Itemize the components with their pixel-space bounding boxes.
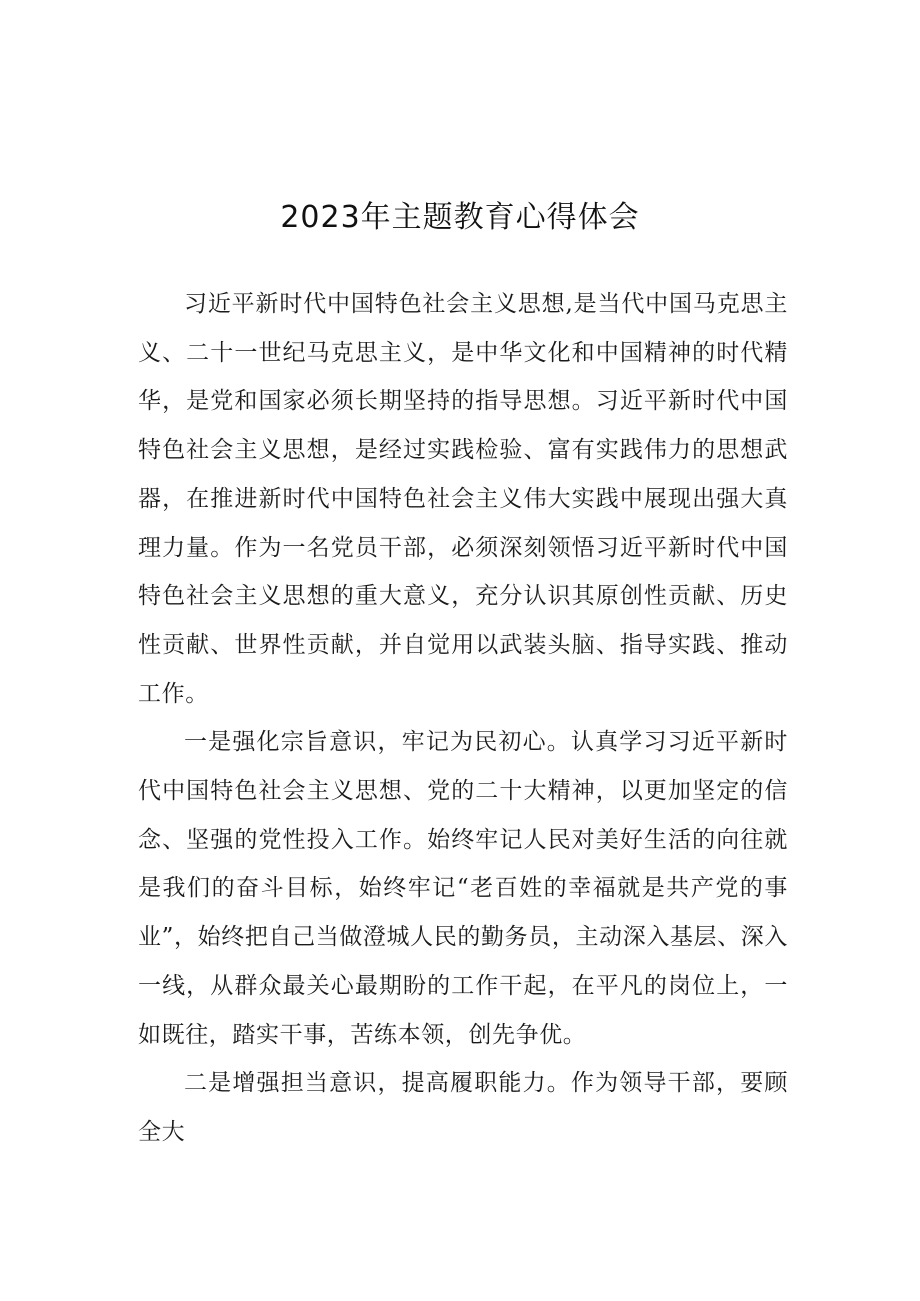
document-body (138, 280, 788, 1157)
paragraph: 一是强化宗旨意识，牢记为民初心。认真学习习近平新时代中国特色社会主义思想、党的二十大精神，以更加坚定的信念、坚强的党性投入工作。始终牢记人民对美好生活的向往就是我们的奋斗目标，始终牢记“老百姓的幸福就是共产党的事业”，始终把自己当做澄城人民的勤务员，主动深入基层、深入一线，从群众最关心最期盼的工作干起，在平凡的岗位上，一如既往，踏实干事，苦练本领，创先争优。 (138, 729, 788, 1048)
paragraph: 习近平新时代中国特色社会主义思想,是当代中国马克思主义、二十一世纪马克思主义，是中华文化和中国精神的时代精华，是党和国家必须长期坚持的指导思想。习近平新时代中国特色社会主义思想，是经过实践检验、富有实践伟力的思想武器，在推进新时代中国特色社会主义伟大实践中展现出强大真理力量。作为一名党员干部，必须深刻领悟习近平新时代中国特色社会主义思想的重大意义，充分认识其原创性贡献、历史性贡献、世界性贡献，并自觉用以武装头脑、指导实践、推动工作。 (138, 291, 788, 707)
paragraph: 二是增强担当意识，提高履职能力。作为领导干部，要顾全大 (138, 1070, 788, 1145)
document-title: 2023年主题教育心得体会 (280, 200, 640, 235)
